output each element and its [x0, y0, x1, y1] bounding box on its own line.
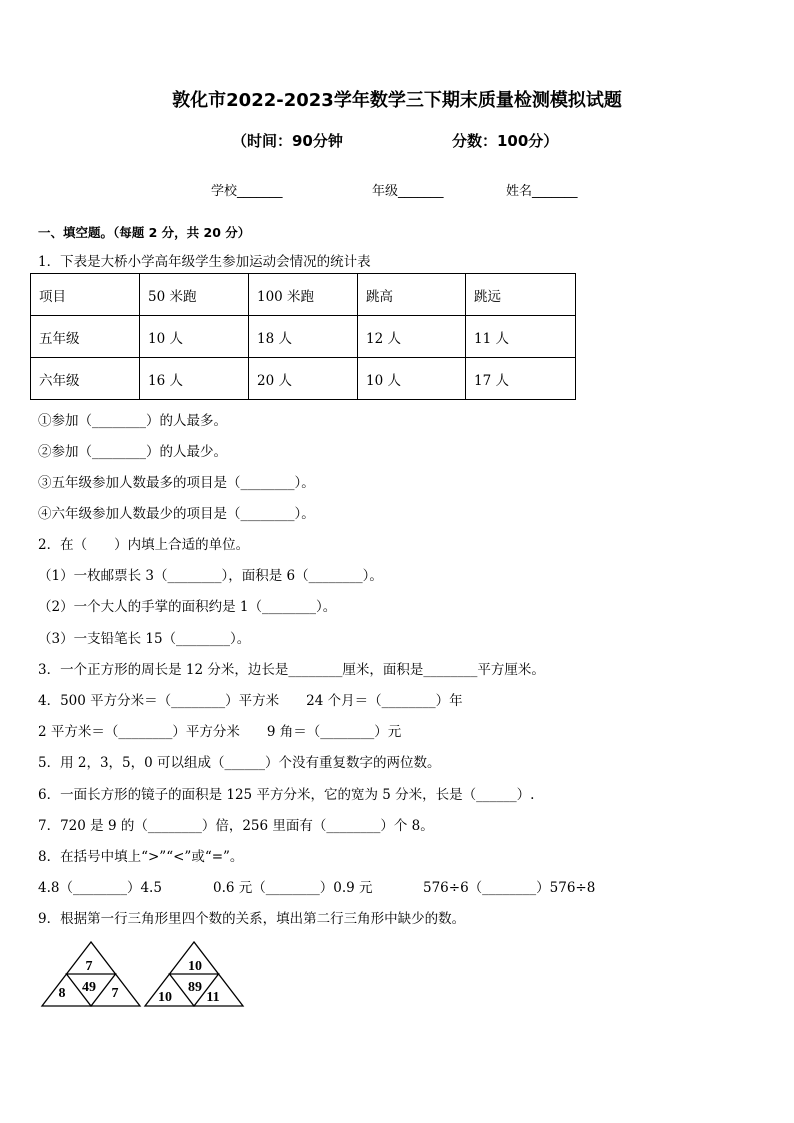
question-8-item-2: 0.6 元（________）0.9 元: [213, 880, 373, 896]
table-cell: 10 人: [140, 316, 249, 358]
table-cell: 17 人: [466, 358, 576, 400]
question-2-stem: 2．在（ ）内填上合适的单位。: [38, 537, 250, 553]
grade-field: 年级_______: [372, 184, 444, 199]
table-cell: 16 人: [140, 358, 249, 400]
question-7: 7．720 是 9 的（________）倍，256 里面有（________）个 8。: [38, 818, 434, 834]
table-row: [31, 358, 576, 400]
question-4-line-1: 4．500 平方分米＝（________）平方米 24 个月＝（________）年: [38, 693, 463, 709]
question-1-sub-4: ④六年级参加人数最少的项目是（________）。: [38, 506, 315, 522]
table-cell: 五年级: [31, 316, 140, 358]
table-cell: 100 米跑: [249, 274, 358, 316]
name-field: 姓名_______: [506, 184, 578, 199]
question-6: 6．一面长方形的镜子的面积是 125 平方分米，它的宽为 5 分米，长是（______）.: [38, 787, 535, 803]
triangle-2-center: 89: [188, 980, 202, 995]
school-field: 学校_______: [211, 184, 283, 199]
triangle-2-left: 10: [158, 990, 172, 1005]
exam-score: 分数：100分）: [452, 132, 559, 150]
stats-table: [30, 273, 576, 400]
triangle-1: [40, 940, 142, 1008]
table-cell: 18 人: [249, 316, 358, 358]
question-1-stem: 1．下表是大桥小学高年级学生参加运动会情况的统计表: [38, 254, 371, 270]
triangle-2-right: 11: [206, 990, 220, 1005]
question-1-sub-2: ②参加（________）的人最少。: [38, 444, 227, 460]
table-cell: 20 人: [249, 358, 358, 400]
question-5: 5．用 2，3，5，0 可以组成（______）个没有重复数字的两位数。: [38, 755, 441, 771]
question-2-sub-1: （1）一枚邮票长 3（________），面积是 6（________）。: [38, 568, 383, 584]
question-9-stem: 9．根据第一行三角形里四个数的关系，填出第二行三角形中缺少的数。: [38, 911, 466, 927]
triangle-1-left: 8: [58, 986, 66, 1001]
question-3: 3．一个正方形的周长是 12 分米，边长是________厘米，面积是________平方厘米。: [38, 662, 545, 678]
table-header-row: [31, 274, 576, 316]
section-heading: 一、填空题。（每题 2 分，共 20 分）: [38, 225, 251, 240]
triangle-1-center: 49: [82, 980, 96, 995]
table-cell: 跳远: [466, 274, 576, 316]
table-cell: 六年级: [31, 358, 140, 400]
exam-time: （时间：90分钟: [232, 132, 343, 150]
exam-title: 敦化市2022-2023学年数学三下期末质量检测模拟试题: [172, 90, 622, 111]
question-1-sub-1: ①参加（________）的人最多。: [38, 413, 227, 429]
question-8-item-3: 576÷6（________）576÷8: [423, 880, 596, 896]
table-cell: 跳高: [358, 274, 466, 316]
triangle-1-right: 7: [111, 986, 119, 1001]
triangle-2: [143, 940, 245, 1008]
table-cell: 11 人: [466, 316, 576, 358]
question-1-sub-3: ③五年级参加人数最多的项目是（________）。: [38, 475, 315, 491]
question-4-line-2: 2 平方米＝（________）平方分米 9 角＝（________）元: [38, 724, 402, 740]
table-cell: 项目: [31, 274, 140, 316]
question-8-item-1: 4.8（________）4.5: [38, 880, 162, 896]
question-2-sub-2: （2）一个大人的手掌的面积约是 1（________）。: [38, 599, 337, 615]
table-cell: 50 米跑: [140, 274, 249, 316]
table-cell: 10 人: [358, 358, 466, 400]
table-cell: 12 人: [358, 316, 466, 358]
question-2-sub-3: （3）一支铅笔长 15（________）。: [38, 631, 251, 647]
table-row: [31, 316, 576, 358]
triangle-1-top: 7: [85, 959, 93, 974]
question-8-stem: 8．在括号中填上“>”“<”或“=”。: [38, 849, 244, 865]
triangle-2-top: 10: [188, 959, 202, 974]
